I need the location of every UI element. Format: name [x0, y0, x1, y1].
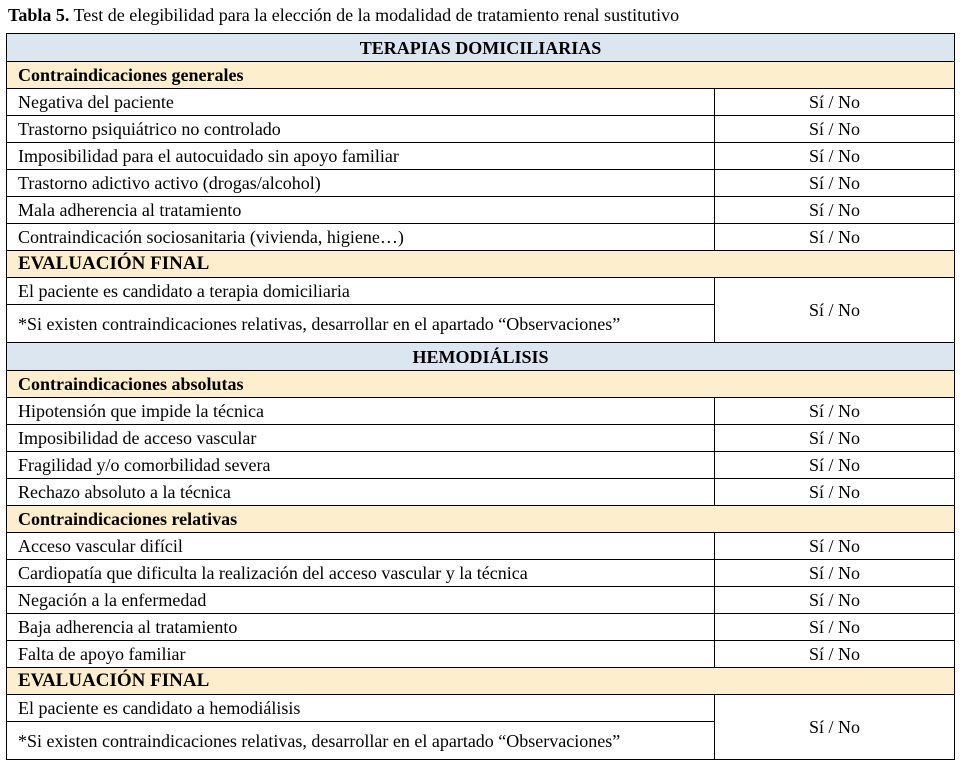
subsection-relative: Contraindicaciones relativas	[7, 506, 955, 533]
answer-cell[interactable]: Sí / No	[715, 587, 955, 614]
table-row	[7, 197, 955, 224]
answer-cell[interactable]: Sí / No	[715, 533, 955, 560]
answer-cell[interactable]: Sí / No	[715, 695, 955, 760]
table-caption	[8, 4, 679, 26]
criterion: Negación a la enfermedad	[7, 587, 715, 614]
answer-cell[interactable]: Sí / No	[715, 398, 955, 425]
criterion: Hipotensión que impide la técnica	[7, 398, 715, 425]
answer-cell[interactable]: Sí / No	[715, 197, 955, 224]
table-row	[7, 560, 955, 587]
table-row	[7, 533, 955, 560]
criterion: Negativa del paciente	[7, 89, 715, 116]
answer-cell[interactable]: Sí / No	[715, 278, 955, 343]
criterion: Contraindicación sociosanitaria (vivienda, higiene…)	[7, 224, 715, 251]
criterion: Rechazo absoluto a la técnica	[7, 479, 715, 506]
answer-cell[interactable]: Sí / No	[715, 641, 955, 668]
criterion: Mala adherencia al tratamiento	[7, 197, 715, 224]
table-row	[7, 425, 955, 452]
table-row	[7, 278, 955, 305]
answer-cell[interactable]: Sí / No	[715, 143, 955, 170]
caption-text: Test de elegibilidad para la elección de la modalidad de tratamiento renal sustitutivo	[69, 5, 680, 25]
table-row	[7, 587, 955, 614]
answer-cell[interactable]: Sí / No	[715, 614, 955, 641]
answer-cell[interactable]: Sí / No	[715, 170, 955, 197]
answer-cell[interactable]: Sí / No	[715, 425, 955, 452]
final-evaluation-home: EVALUACIÓN FINAL	[7, 251, 955, 278]
subsection-general: Contraindicaciones generales	[7, 62, 955, 89]
table-row	[7, 614, 955, 641]
answer-cell[interactable]: Sí / No	[715, 89, 955, 116]
note-text: *Si existen contraindicaciones relativas, desarrollar en el apartado “Observaciones”	[7, 722, 715, 760]
answer-cell[interactable]: Sí / No	[715, 479, 955, 506]
criterion: Cardiopatía que dificulta la realización del acceso vascular y la técnica	[7, 560, 715, 587]
answer-cell[interactable]: Sí / No	[715, 452, 955, 479]
final-evaluation-hd: EVALUACIÓN FINAL	[7, 668, 955, 695]
criterion: Fragilidad y/o comorbilidad severa	[7, 452, 715, 479]
criterion: Baja adherencia al tratamiento	[7, 614, 715, 641]
criterion: Trastorno adictivo activo (drogas/alcohol)	[7, 170, 715, 197]
table-row	[7, 224, 955, 251]
table-row	[7, 641, 955, 668]
answer-cell[interactable]: Sí / No	[715, 224, 955, 251]
table-row	[7, 170, 955, 197]
table-row	[7, 143, 955, 170]
criterion: Acceso vascular difícil	[7, 533, 715, 560]
candidate-text: El paciente es candidato a terapia domiciliaria	[7, 278, 715, 305]
eligibility-table	[6, 33, 955, 760]
candidate-text: El paciente es candidato a hemodiálisis	[7, 695, 715, 722]
table-row	[7, 398, 955, 425]
note-text: *Si existen contraindicaciones relativas, desarrollar en el apartado “Observaciones”	[7, 305, 715, 343]
criterion: Trastorno psiquiátrico no controlado	[7, 116, 715, 143]
table-row	[7, 452, 955, 479]
answer-cell[interactable]: Sí / No	[715, 560, 955, 587]
subsection-absolute: Contraindicaciones absolutas	[7, 371, 955, 398]
section-header-hd: HEMODIÁLISIS	[7, 343, 955, 371]
caption-label: Tabla 5.	[8, 5, 70, 25]
section-header-home: TERAPIAS DOMICILIARIAS	[7, 34, 955, 62]
table-row	[7, 116, 955, 143]
criterion: Falta de apoyo familiar	[7, 641, 715, 668]
table-row	[7, 479, 955, 506]
criterion: Imposibilidad para el autocuidado sin apoyo familiar	[7, 143, 715, 170]
answer-cell[interactable]: Sí / No	[715, 116, 955, 143]
criterion: Imposibilidad de acceso vascular	[7, 425, 715, 452]
table-row	[7, 89, 955, 116]
table-row	[7, 695, 955, 722]
